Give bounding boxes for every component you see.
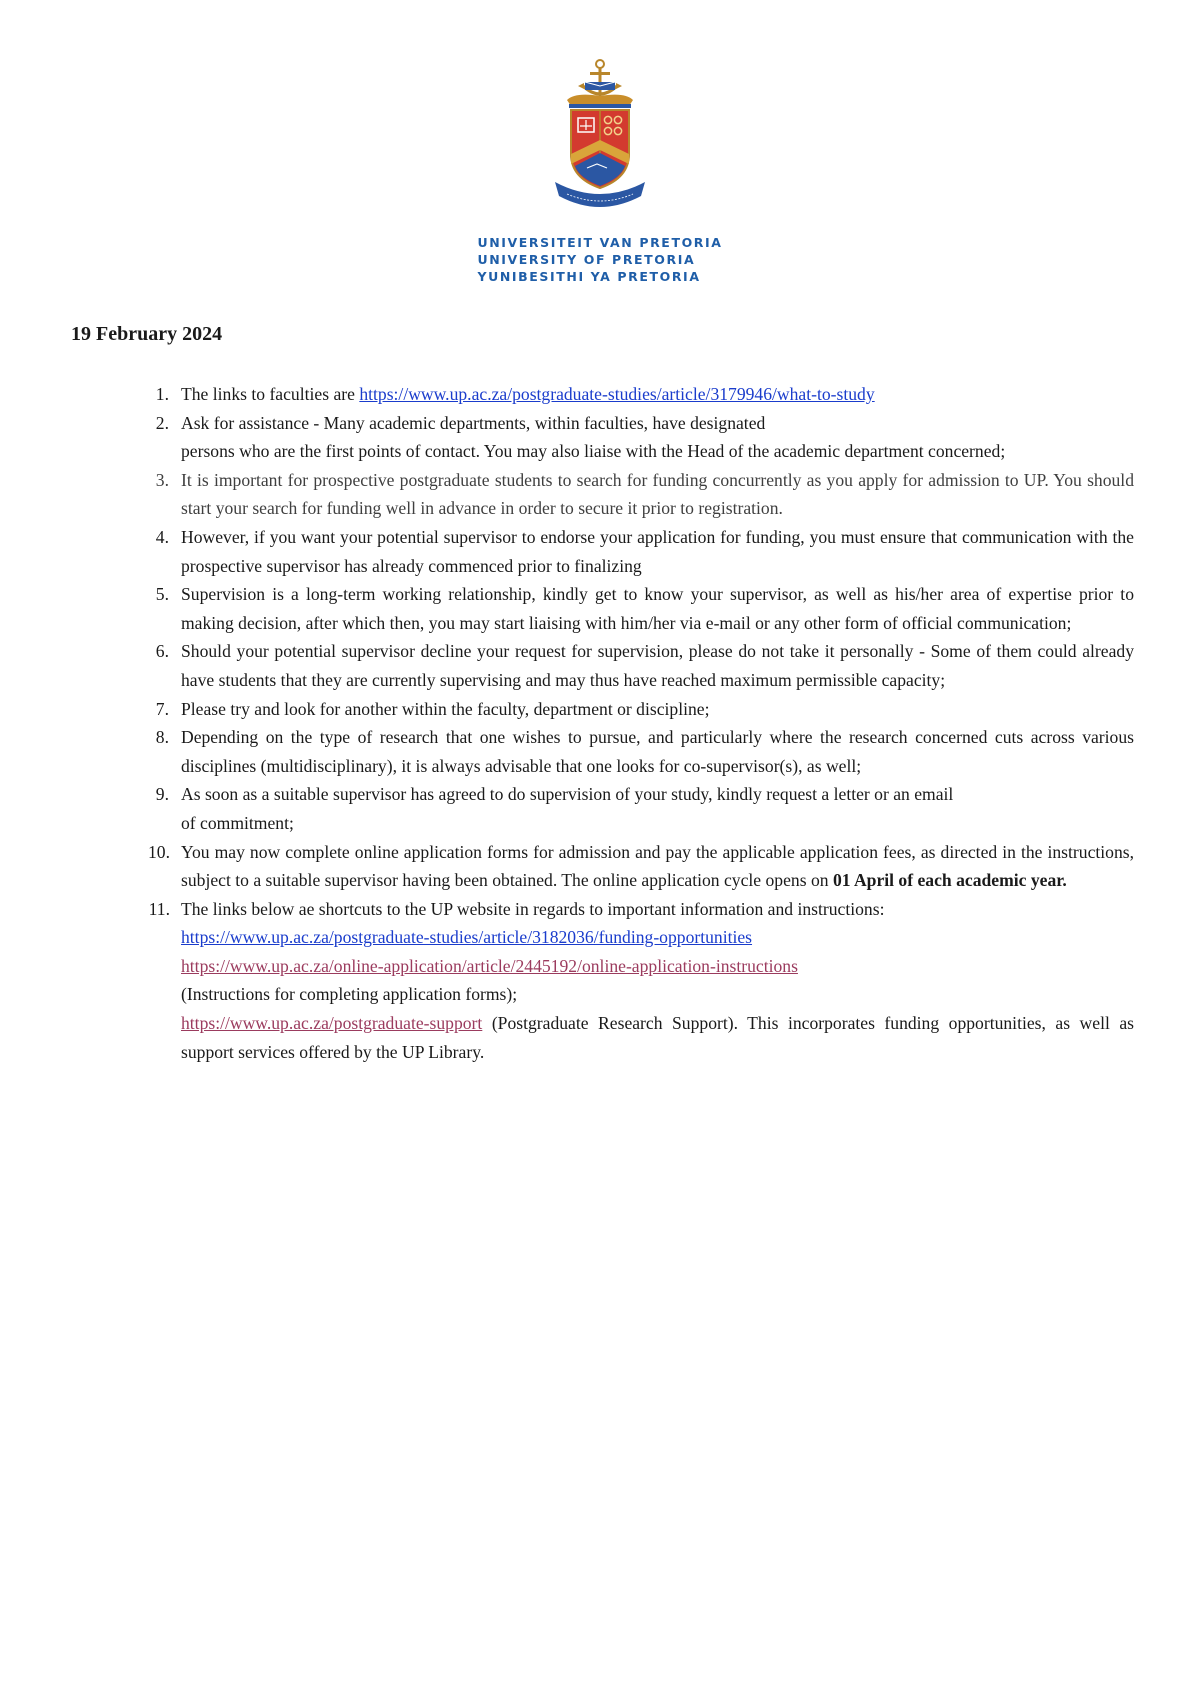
list-item-text: The links to faculties are	[181, 384, 360, 404]
list-item-text: Please try and look for another within the faculty, department or discipline;	[181, 698, 710, 719]
list-item	[0, 895, 1200, 1067]
list-item-text: However, if you want your potential supervisor to endorse your application for funding, you must ensure that communication with the prospective supervisor has already commenced prior to finalizing	[181, 526, 1134, 576]
list-item-text: As soon as a suitable supervisor has agreed to do supervision of your study, kindly request a letter or an email	[181, 784, 954, 805]
list-item-text: persons who are the first points of contact. You may also liaise with the Head of the academic department concerned;	[181, 441, 1006, 462]
list-item-text: The links below ae shortcuts to the UP website in regards to important information and instructions:	[181, 898, 885, 919]
list-item	[0, 409, 1200, 466]
document-date: 19 February 2024	[71, 323, 223, 345]
application-open-date: 01 April of each academic year.	[832, 870, 1067, 891]
online-application-instructions-link[interactable]: https://www.up.ac.za/online-application/article/2445192/online-application-instructions	[181, 955, 798, 976]
list-item-text: (Postgraduate Research Support). This incorporates funding opportunities, as well as support services offered by the UP Library.	[181, 1013, 1134, 1062]
list-number: 6.	[155, 641, 169, 662]
list-item-text: of commitment;	[181, 812, 294, 833]
list-number: 8.	[155, 727, 169, 748]
instruction-list	[0, 380, 1200, 1066]
list-item	[0, 580, 1200, 637]
university-name-afrikaans: UNIVERSITEIT VAN PRETORIA	[477, 235, 723, 250]
list-item	[0, 723, 1200, 780]
crest-anchor	[578, 60, 622, 97]
list-item-text: Should your potential supervisor decline your request for supervision, please do not take it personally - Some of them could already have students that they are currently supervising and may thus have reached maximum permissible capacity;	[181, 641, 1134, 690]
list-item-text: You may now complete online application forms for admission and pay the applicable application fees, as directed in the instructions, subject to a suitable supervisor having been obtained. The online application cycle opens on	[181, 841, 1134, 891]
university-crest-logo	[545, 56, 655, 216]
list-item	[0, 466, 1200, 523]
university-header	[0, 56, 1200, 285]
list-number: 2.	[155, 412, 169, 433]
university-name-english: UNIVERSITY OF PRETORIA	[477, 252, 696, 267]
list-item-text: Ask for assistance - Many academic departments, within faculties, have designated	[181, 412, 766, 433]
list-item-text: It is important for prospective postgraduate students to search for funding concurrently as you apply for admission to UP. You should start your search for funding well in advance in order to secure it prior to registration.	[181, 469, 1134, 519]
list-number: 3.	[155, 469, 169, 490]
list-item-text: Supervision is a long-term working relationship, kindly get to know your supervisor, as well as his/her area of expertise prior to making decision, after which then, you may start liaising with him/her via e-mail or any other form of official communication;	[181, 584, 1134, 633]
list-item	[0, 637, 1200, 694]
university-name-block	[477, 234, 722, 285]
list-number: 1.	[155, 384, 169, 404]
list-item-text: (Instructions for completing application forms);	[181, 984, 518, 1005]
list-number: 4.	[155, 526, 169, 547]
list-number: 9.	[155, 784, 169, 805]
postgraduate-support-link[interactable]: https://www.up.ac.za/postgraduate-support	[181, 1013, 483, 1034]
list-number: 7.	[155, 698, 169, 719]
list-item-text: Depending on the type of research that one wishes to pursue, and particularly where the research concerned cuts across various disciplines (multidisciplinary), it is always advisable that one looks for co-supervisor(s), as well;	[181, 727, 1134, 776]
list-item	[0, 523, 1200, 580]
list-number: 5.	[155, 584, 169, 605]
list-item	[0, 695, 1200, 724]
university-name-sepedi: YUNIBESITHI YA PRETORIA	[477, 269, 701, 284]
list-item	[0, 780, 1200, 837]
list-number: 10.	[148, 841, 170, 862]
what-to-study-link[interactable]: https://www.up.ac.za/postgraduate-studies/article/3179946/what-to-study	[359, 384, 875, 404]
list-number: 11.	[148, 898, 170, 919]
list-item	[0, 380, 1200, 409]
list-item	[0, 838, 1200, 895]
crest-shield	[571, 110, 629, 188]
funding-opportunities-link[interactable]: https://www.up.ac.za/postgraduate-studies/article/3182036/funding-opportunities	[181, 927, 753, 948]
